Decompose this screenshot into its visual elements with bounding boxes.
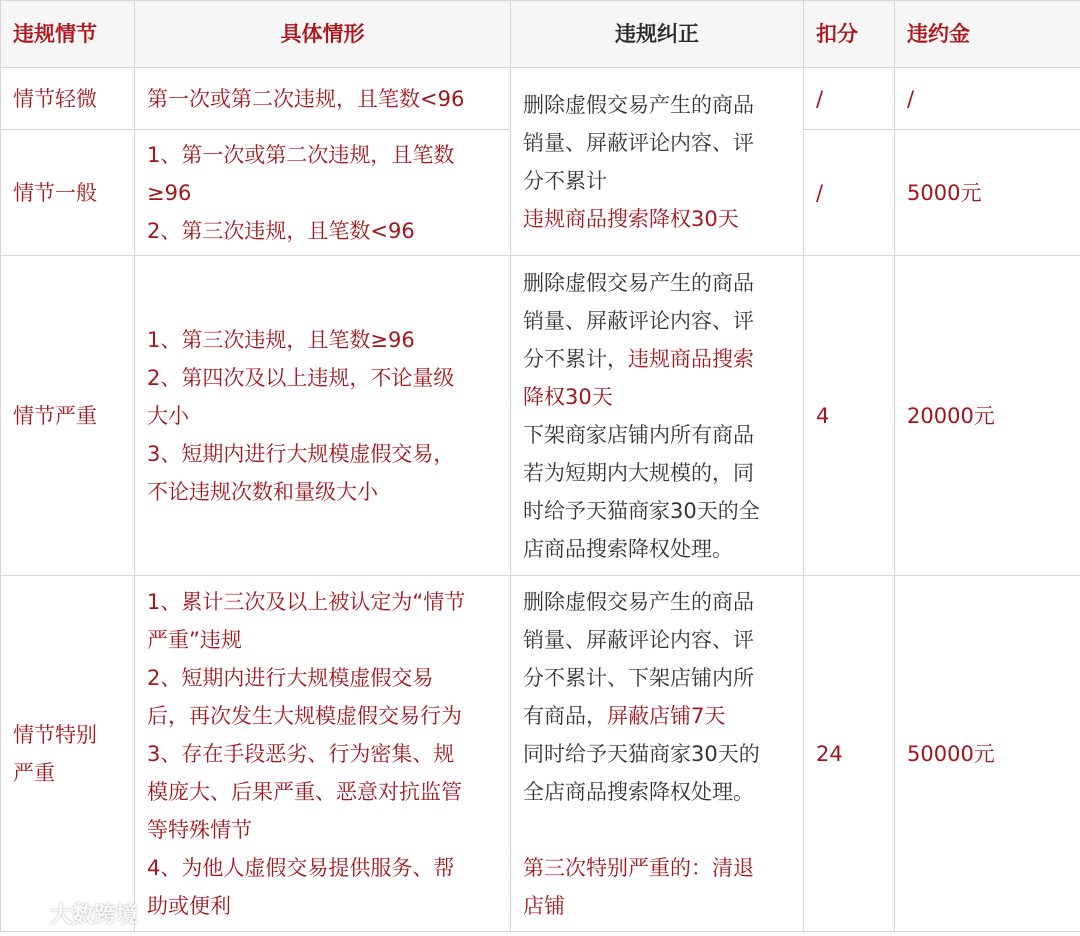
watermark-text: 大数跨境 bbox=[50, 903, 139, 928]
situation-line: 严重”违规 bbox=[147, 627, 242, 652]
situation-cell bbox=[135, 256, 511, 576]
penalty-cell: 50000元 bbox=[895, 576, 1080, 932]
correction-line: 销量、屏蔽评论内容、评 bbox=[523, 130, 754, 155]
level-cell bbox=[1, 576, 135, 932]
correction-line: 下架商家店铺内所有商品 bbox=[523, 422, 754, 447]
table-row bbox=[1, 256, 1080, 576]
situation-line: 1、累计三次及以上被认定为“情节 bbox=[147, 589, 466, 614]
correction-line: 店铺 bbox=[523, 893, 565, 918]
table-row bbox=[1, 576, 1080, 932]
correction-line: 删除虚假交易产生的商品 bbox=[523, 92, 754, 117]
deduction-cell: / bbox=[804, 130, 895, 256]
correction-line: 降权30天 bbox=[523, 384, 613, 409]
deduction-cell: / bbox=[804, 68, 895, 130]
penalty-cell: 20000元 bbox=[895, 256, 1080, 576]
table-header-row bbox=[1, 1, 1080, 68]
situation-line: 不论违规次数和量级大小 bbox=[147, 479, 378, 504]
correction-line: 同时给予天猫商家30天的 bbox=[523, 741, 760, 766]
correction-line: 删除虚假交易产生的商品 bbox=[523, 270, 754, 295]
situation-line: 助或便利 bbox=[147, 893, 231, 918]
penalty-cell: / bbox=[895, 68, 1080, 130]
level-line: 情节特别 bbox=[13, 722, 97, 747]
level-cell: 情节轻微 bbox=[1, 68, 135, 130]
situation-cell bbox=[135, 68, 511, 130]
situation-cell bbox=[135, 130, 511, 256]
spacer bbox=[523, 811, 793, 849]
watermark-logo-icon bbox=[10, 901, 46, 927]
correction-line: 分不累计 bbox=[523, 168, 607, 193]
correction-cell bbox=[511, 576, 804, 932]
header-correction: 违规纠正 bbox=[511, 1, 804, 68]
correction-fragment-highlight: 屏蔽店铺7天 bbox=[607, 703, 726, 728]
correction-line: 若为短期内大规模的，同 bbox=[523, 460, 754, 485]
deduction-cell: 4 bbox=[804, 256, 895, 576]
correction-line: 销量、屏蔽评论内容、评 bbox=[523, 308, 754, 333]
deduction-cell: 24 bbox=[804, 576, 895, 932]
watermark bbox=[10, 898, 138, 929]
correction-fragment-highlight: 违规商品搜索 bbox=[628, 346, 754, 371]
situation-line: 1、第三次违规，且笔数≥96 bbox=[147, 327, 415, 352]
correction-line: 第三次特别严重的：清退 bbox=[523, 855, 754, 880]
situation-line: 大小 bbox=[147, 403, 189, 428]
correction-line: 违规商品搜索降权30天 bbox=[523, 206, 739, 231]
header-situation: 具体情形 bbox=[135, 1, 511, 68]
correction-cell-merged bbox=[511, 68, 804, 256]
situation-line: 等特殊情节 bbox=[147, 817, 252, 842]
situation-line: 4、为他人虚假交易提供服务、帮 bbox=[147, 855, 455, 880]
correction-line bbox=[523, 697, 793, 735]
correction-cell bbox=[511, 256, 804, 576]
correction-line: 时给予天猫商家30天的全 bbox=[523, 498, 760, 523]
situation-line: 2、第三次违规，且笔数<96 bbox=[147, 218, 415, 243]
penalty-cell: 5000元 bbox=[895, 130, 1080, 256]
correction-fragment: 有商品， bbox=[523, 703, 607, 728]
situation-cell bbox=[135, 576, 511, 932]
correction-line: 全店商品搜索降权处理。 bbox=[523, 779, 754, 804]
situation-line: 2、第四次及以上违规，不论量级 bbox=[147, 365, 455, 390]
correction-line: 分不累计、下架店铺内所 bbox=[523, 665, 754, 690]
situation-line: 模庞大、后果严重、恶意对抗监管 bbox=[147, 779, 462, 804]
correction-line: 删除虚假交易产生的商品 bbox=[523, 589, 754, 614]
level-line: 严重 bbox=[13, 760, 55, 785]
correction-line: 店商品搜索降权处理。 bbox=[523, 536, 733, 561]
situation-line: 2、短期内进行大规模虚假交易 bbox=[147, 665, 434, 690]
header-deduction: 扣分 bbox=[804, 1, 895, 68]
situation-line: 第一次或第二次违规，且笔数<96 bbox=[147, 86, 465, 111]
table-row bbox=[1, 68, 1080, 130]
correction-line: 销量、屏蔽评论内容、评 bbox=[523, 627, 754, 652]
correction-fragment: 分不累计， bbox=[523, 346, 628, 371]
level-cell: 情节一般 bbox=[1, 130, 135, 256]
situation-line: 3、短期内进行大规模虚假交易， bbox=[147, 441, 455, 466]
level-cell: 情节严重 bbox=[1, 256, 135, 576]
situation-line: 后，再次发生大规模虚假交易行为 bbox=[147, 703, 462, 728]
header-level: 违规情节 bbox=[1, 1, 135, 68]
situation-line: ≥96 bbox=[147, 180, 192, 205]
header-penalty: 违约金 bbox=[895, 1, 1080, 68]
situation-line: 1、第一次或第二次违规，且笔数 bbox=[147, 142, 455, 167]
correction-line bbox=[523, 340, 793, 378]
situation-line: 3、存在手段恶劣、行为密集、规 bbox=[147, 741, 455, 766]
